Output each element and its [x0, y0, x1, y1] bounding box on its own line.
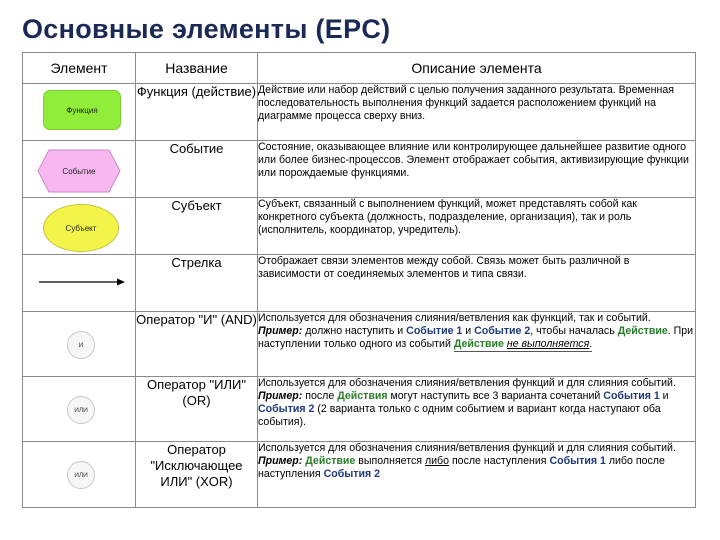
xor-operator-shape	[67, 461, 95, 489]
desc-text: . При наступлении только одного из событий	[258, 325, 694, 350]
arrow-shape	[39, 277, 125, 287]
table-row	[23, 377, 696, 442]
event-ref: События 1	[549, 455, 606, 467]
desc-text: должно наступить и	[302, 325, 407, 337]
header-element: Элемент	[23, 53, 136, 84]
element-cell	[23, 141, 136, 198]
desc-text: и	[659, 390, 669, 402]
or-operator-label: ИЛИ	[74, 406, 88, 414]
action-ref: Действие	[305, 455, 356, 467]
action-ref: Действие	[617, 325, 668, 337]
table-header-row	[23, 53, 696, 84]
element-description	[258, 312, 696, 377]
emphasis-text: либо	[424, 455, 449, 467]
and-operator-shape	[67, 331, 95, 359]
table-row	[23, 198, 696, 255]
event-ref: События 1	[603, 390, 660, 402]
table-row	[23, 255, 696, 312]
epc-elements-table	[22, 52, 696, 508]
xor-operator-label: ИЛИ	[74, 471, 88, 479]
subject-shape	[43, 204, 119, 252]
desc-text: могут наступить все 3 варианта сочетаний	[387, 390, 604, 402]
event-ref: События 2	[258, 403, 315, 415]
element-description	[258, 442, 696, 508]
element-cell	[23, 377, 136, 442]
subject-shape-label: Субъект	[65, 223, 97, 233]
example-label: Пример:	[258, 455, 303, 467]
element-name: Оператор "Исключающее ИЛИ" (XOR)	[136, 442, 258, 508]
event-ref: Событие 1	[406, 325, 463, 337]
header-description: Описание элемента	[258, 53, 696, 84]
desc-text: .	[589, 338, 593, 350]
desc-text: (2 варианта только с одним событием и вариант когда наступают оба события).	[258, 403, 661, 428]
page-title: Основные элементы (EPC)	[22, 14, 391, 44]
element-description: Отображает связи элементов между собой. Связь может быть различной в зависимости от соединяемых элементов и типа связи.	[258, 255, 696, 312]
or-operator-shape	[67, 396, 95, 424]
element-description: Субъект, связанный с выполнением функций, может представлять собой как конкретного субъекта (должность, подразделение, организация), так и роль (исполнитель, координатор, учредитель).	[258, 198, 696, 255]
element-name: Событие	[136, 141, 258, 198]
element-cell	[23, 84, 136, 141]
desc-text: после наступления	[449, 455, 550, 467]
header-name: Название	[136, 53, 258, 84]
element-name: Стрелка	[136, 255, 258, 312]
example-label: Пример:	[258, 390, 303, 402]
emphasis-text: не выполняется	[506, 338, 590, 350]
table-row	[23, 141, 696, 198]
event-ref: Событие 2	[474, 325, 531, 337]
and-operator-label: И	[78, 341, 84, 349]
element-description	[258, 377, 696, 442]
element-name: Оператор "И" (AND)	[136, 312, 258, 377]
element-cell	[23, 312, 136, 377]
element-cell	[23, 255, 136, 312]
event-shape-label: Событие	[62, 166, 96, 176]
desc-text: выполняется	[355, 455, 425, 467]
table-row	[23, 312, 696, 377]
example-label: Пример:	[258, 325, 303, 337]
desc-text: , чтобы началась	[530, 325, 618, 337]
desc-text: либо после наступления	[258, 455, 665, 480]
desc-text: и	[462, 325, 475, 337]
event-shape	[37, 149, 121, 193]
desc-text: Используется для обозначения слияния/ветвления функций и для слияния событий.	[258, 442, 676, 454]
element-name: Функция (действие)	[136, 84, 258, 141]
action-ref: Действия	[337, 390, 388, 402]
action-ref: Действие	[453, 338, 504, 350]
desc-text: после	[302, 390, 338, 402]
element-description: Состояние, оказывающее влияние или контролирующее дальнейшее развитие одного или более бизнес-процессов. Элемент отображает события, активизирующие функции или порождаемые функциями.	[258, 141, 696, 198]
element-cell	[23, 442, 136, 508]
function-shape	[43, 90, 121, 130]
desc-text: Используется для обозначения слияния/ветвления функций и для слияния событий.	[258, 377, 676, 389]
desc-text: Используется для обозначения слияния/ветвления как функций, так и событий.	[258, 312, 651, 324]
element-name: Оператор "ИЛИ" (OR)	[136, 377, 258, 442]
element-description: Действие или набор действий с целью получения заданного результата. Временная последовательность выполнения функций задается расположением функций на диаграмме процесса сверху вниз.	[258, 84, 696, 141]
function-shape-label: Функция	[66, 105, 98, 115]
table-row	[23, 442, 696, 508]
event-ref: События 2	[323, 468, 381, 480]
table-row	[23, 84, 696, 141]
element-name: Субъект	[136, 198, 258, 255]
element-cell	[23, 198, 136, 255]
arrow-icon	[39, 277, 125, 287]
